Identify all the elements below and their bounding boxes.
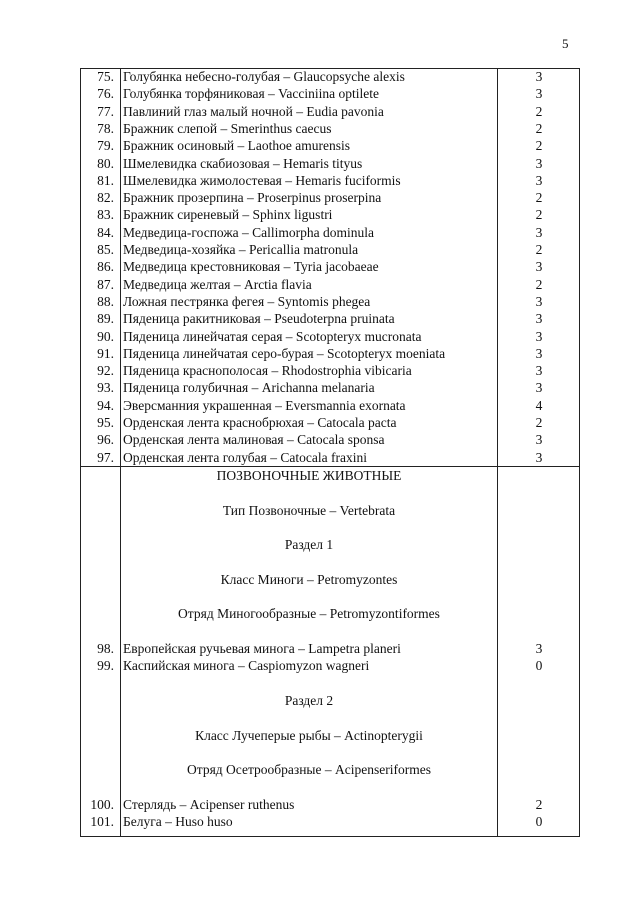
species-name: Медведица желтая – Arctia flavia (123, 276, 312, 292)
status-category: 3 (535, 449, 543, 465)
species-name: Пяденица краснополосая – Rhodostrophia vibicaria (123, 363, 412, 379)
status-category: 2 (535, 796, 543, 812)
red-book-table (80, 68, 580, 837)
row-number: 96. (97, 432, 114, 448)
row-number: 89. (97, 311, 114, 327)
row-number: 79. (97, 138, 114, 154)
row-number: 101. (90, 814, 114, 829)
status-category: 2 (535, 103, 543, 119)
status-category: 3 (535, 311, 543, 327)
status-category: 2 (535, 120, 543, 136)
section-heading: Класс Миноги – Petromyzontes (220, 571, 398, 587)
species-name: Павлиний глаз малый ночной – Eudia pavonia (123, 103, 384, 119)
row-number: 88. (97, 293, 114, 309)
status-category: 3 (535, 380, 543, 396)
status-category: 3 (535, 328, 543, 344)
section-heading: Раздел 1 (284, 537, 334, 553)
row-number: 90. (97, 328, 114, 344)
species-name: Стерлядь – Acipenser ruthenus (123, 796, 295, 812)
row-number: 100. (90, 796, 114, 812)
status-category: 3 (535, 432, 543, 448)
species-name: Медведица-хозяйка – Pericallia matronula (123, 242, 359, 257)
status-category: 2 (535, 415, 543, 430)
status-category: 3 (535, 293, 543, 309)
section-heading: ПОЗВОНОЧНЫЕ ЖИВОТНЫЕ (216, 468, 402, 483)
status-category: 2 (535, 138, 543, 154)
status-category: 3 (535, 155, 543, 171)
row-number: 85. (97, 242, 114, 257)
row-number: 95. (97, 415, 114, 430)
row-number: 82. (97, 190, 114, 206)
row-number: 94. (97, 397, 114, 413)
row-number: 92. (97, 363, 114, 379)
row-number: 86. (97, 259, 114, 275)
status-category: 3 (535, 345, 543, 361)
status-category: 2 (535, 276, 543, 292)
status-category: 3 (535, 86, 543, 102)
species-name: Голубянка небесно-голубая – Glaucopsyche alexis (123, 69, 405, 84)
species-name: Эверсманния украшенная – Eversmannia exornata (123, 397, 406, 413)
section-heading: Класс Лучеперые рыбы – Actinopterygii (195, 727, 423, 743)
row-number: 98. (97, 641, 114, 656)
section-heading: Отряд Осетрообразные – Acipenseriformes (187, 762, 431, 778)
species-name: Бражник прозерпина – Proserpinus proserpina (123, 190, 382, 206)
species-name: Пяденица ракитниковая – Pseudoterpna pruinata (123, 311, 395, 327)
row-number: 87. (97, 276, 114, 292)
species-name: Пяденица линейчатая серая – Scotopteryx mucronata (123, 328, 422, 344)
species-name: Медведица-госпожа – Callimorpha dominula (123, 224, 375, 240)
species-name: Орденская лента голубая – Catocala fraxini (123, 449, 367, 465)
status-category: 2 (535, 207, 543, 223)
status-category: 3 (535, 259, 543, 275)
row-number: 76. (97, 86, 114, 102)
species-name: Пяденица голубичная – Arichanna melanaria (123, 380, 375, 396)
species-name: Орденская лента малиновая – Catocala sponsa (123, 432, 385, 448)
row-number: 84. (97, 224, 114, 240)
status-category: 0 (535, 814, 543, 829)
status-category: 0 (535, 658, 543, 674)
row-number: 93. (97, 380, 114, 396)
status-category: 3 (535, 224, 543, 240)
species-name: Бражник слепой – Smerinthus caecus (123, 120, 332, 136)
page-number: 5 (562, 36, 569, 51)
species-name: Шмелевидка скабиозовая – Hemaris tityus (123, 155, 363, 171)
row-number: 97. (97, 449, 114, 465)
status-category: 3 (535, 641, 543, 656)
species-name: Медведица крестовниковая – Tyria jacobaeae (123, 259, 379, 275)
row-number: 83. (97, 207, 114, 223)
status-category: 3 (535, 172, 543, 188)
section-heading: Раздел 2 (284, 692, 334, 708)
species-name: Каспийская минога – Caspiomyzon wagneri (123, 658, 370, 674)
section-heading: Отряд Миногообразные – Petromyzontiformes (178, 606, 440, 622)
row-number: 78. (97, 120, 114, 136)
row-number: 77. (97, 103, 114, 119)
status-category: 2 (535, 242, 543, 257)
species-name: Бражник осиновый – Laothoe amurensis (123, 138, 350, 154)
status-category: 2 (535, 190, 543, 206)
status-category: 3 (535, 363, 543, 379)
row-number: 75. (97, 69, 114, 84)
species-name: Голубянка торфяниковая – Vacciniina optilete (123, 86, 379, 102)
species-name: Ложная пестрянка фегея – Syntomis phegea (123, 293, 371, 309)
species-name: Белуга – Huso huso (123, 814, 233, 829)
status-category: 4 (535, 397, 543, 413)
species-name: Бражник сиреневый – Sphinx ligustri (123, 207, 333, 223)
species-name: Орденская лента краснобрюхая – Catocala pacta (123, 415, 397, 430)
species-name: Пяденица линейчатая серо-бурая – Scotopteryx moeniata (123, 345, 446, 361)
row-number: 91. (97, 345, 114, 361)
species-name: Шмелевидка жимолостевая – Hemaris fuciformis (123, 172, 401, 188)
row-number: 81. (97, 172, 114, 188)
section-heading: Тип Позвоночные – Vertebrata (222, 502, 396, 518)
status-category: 3 (535, 69, 543, 84)
row-number: 99. (97, 658, 114, 674)
species-name: Европейская ручьевая минога – Lampetra planeri (123, 641, 401, 656)
row-number: 80. (97, 155, 114, 171)
